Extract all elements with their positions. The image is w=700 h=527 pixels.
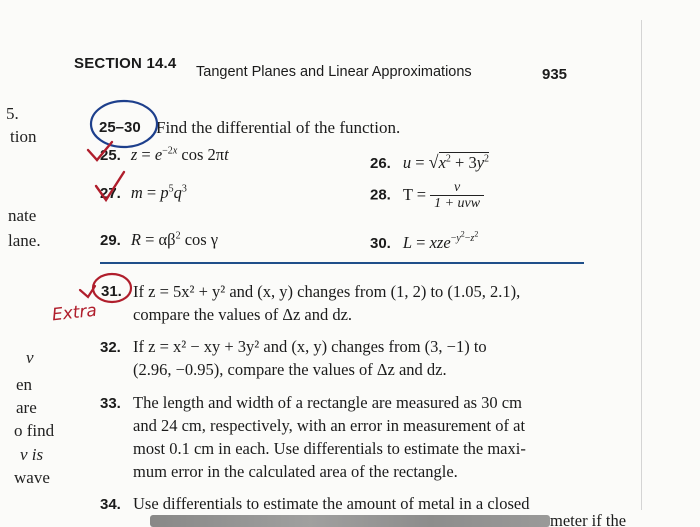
exercise-number: 27. <box>100 185 121 202</box>
red-check-mark <box>80 286 95 297</box>
exercise-number: 32. <box>100 339 121 356</box>
fraction-lhs: T = <box>402 184 427 204</box>
exercise-33-line2: and 24 cm, respectively, with an error in measurement of at <box>133 416 526 435</box>
margin-fragment: v <box>26 348 34 367</box>
section-title: Tangent Planes and Linear Approximations <box>196 64 472 80</box>
handwritten-note: Extra <box>51 300 98 326</box>
exercise-number: 33. <box>100 395 121 412</box>
exercise-33-line1: The length and width of a rectangle are measured as 30 cm <box>133 393 522 412</box>
margin-fragment: nate <box>8 206 37 225</box>
exercise-31-line2: compare the values of Δz and dz. <box>133 305 353 324</box>
exercise-number: 28. <box>370 186 391 204</box>
exercise-expression: $z = e^{-2x}$ cos 2πt <box>130 145 229 164</box>
margin-fragment: wave <box>14 468 50 487</box>
exercise-number: 31. <box>101 283 122 300</box>
instruction-text: Find the differential of the function. <box>156 118 401 137</box>
exercise-range: 25–30 <box>99 119 141 136</box>
exercise-33-line3: most 0.1 cm in each. Use differentials to estimate the maxi- <box>133 439 526 458</box>
exercise-number: 34. <box>100 496 121 513</box>
exercise-expression: L = xze$^{-y^2-z^2}$ <box>402 230 479 252</box>
fraction-denominator: 1 + uvw <box>430 195 484 211</box>
exercise-32-line2: (2.96, −0.95), compare the values of Δz and dz. <box>133 360 447 379</box>
exercise-expression: $m = p^5q^3$ <box>130 183 187 202</box>
section-label: SECTION 14.4 <box>74 55 177 72</box>
exercise-number: 26. <box>370 155 391 172</box>
exercise-32-line1: If z = x² − xy + 3y² and (x, y) changes from (3, −1) to <box>133 337 487 356</box>
red-circle-mark <box>93 274 131 302</box>
blue-circle-mark <box>91 101 157 147</box>
exercise-33-line4: mum error in the calculated area of the rectangle. <box>133 462 458 481</box>
margin-fragment: lane. <box>8 231 41 250</box>
exercise-number: 29. <box>100 232 121 249</box>
margin-fragment: v is <box>20 445 44 464</box>
exercise-31-line1: If z = 5x² + y² and (x, y) changes from (1, 2) to (1.05, 2.1), <box>133 282 521 301</box>
margin-fragment: 5. <box>6 104 19 123</box>
margin-fragment: en <box>16 375 33 394</box>
exercise-expression: $u = √x^2 + 3y^2$ <box>402 152 490 172</box>
exercise-number: 30. <box>370 234 391 252</box>
page-number: 935 <box>542 66 568 83</box>
exercise-expression: $R = \alpha\beta^2$ cos γ <box>130 230 219 249</box>
red-check-mark <box>88 142 112 160</box>
margin-fragment: o find <box>14 421 55 440</box>
exercise-34-line1: Use differentials to estimate the amount of metal in a closed <box>133 494 530 513</box>
exercise-34-line2-tail: meter if the <box>550 511 627 527</box>
margin-fragment: tion <box>10 127 37 146</box>
exercise-number: 25. <box>100 147 121 164</box>
fraction-numerator: v <box>453 180 461 195</box>
margin-fragment: are <box>16 398 37 417</box>
red-check-mark <box>96 172 124 200</box>
